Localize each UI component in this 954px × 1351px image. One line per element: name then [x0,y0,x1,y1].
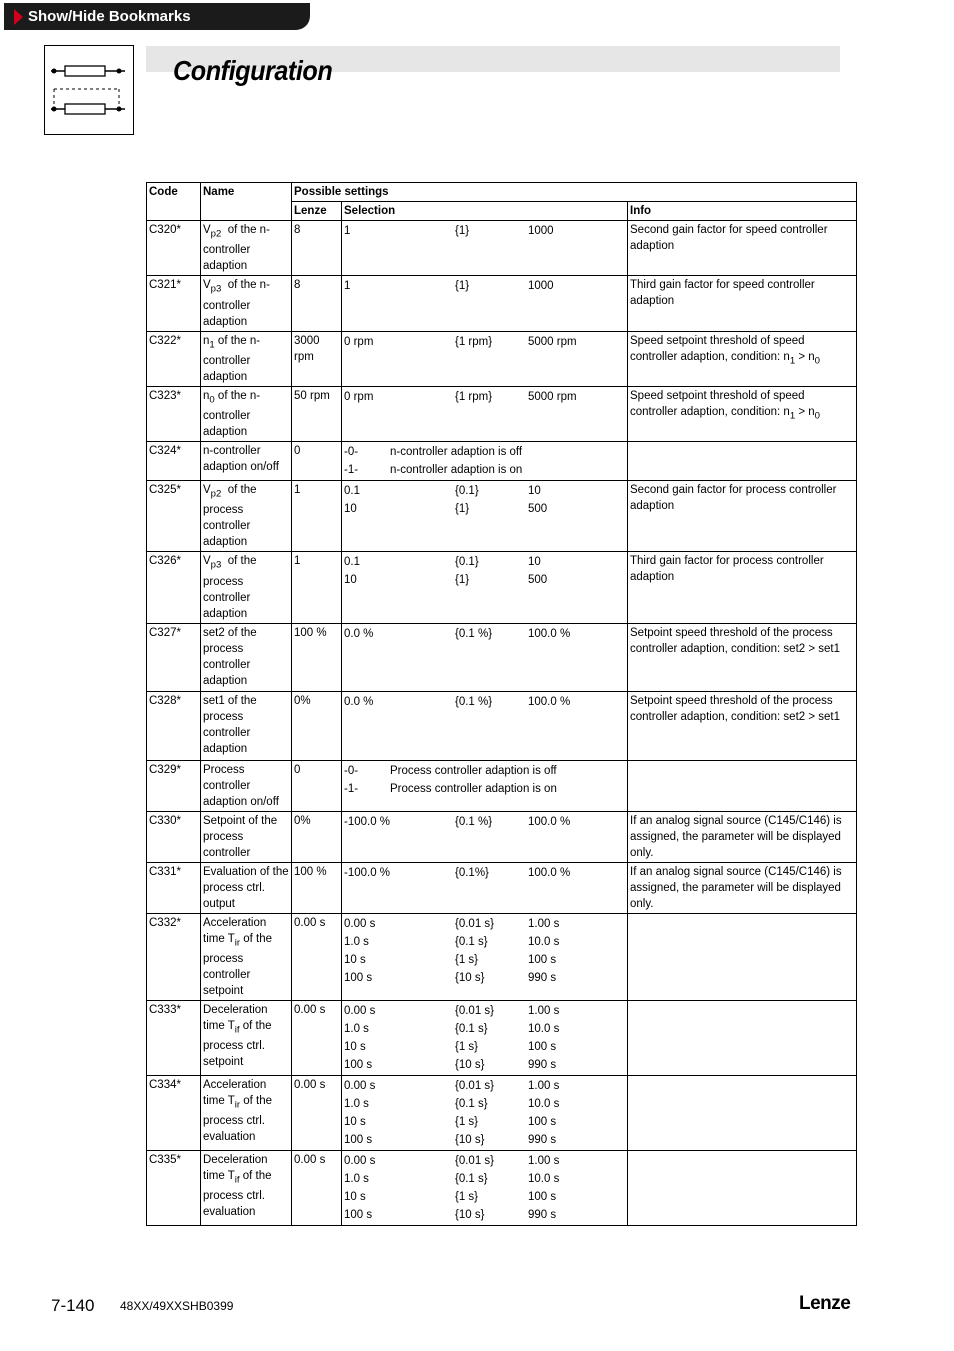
cell-lenze-default: 0 [292,442,342,481]
configuration-icon [44,45,134,135]
table-row [147,552,857,623]
selection-max: 1000 [528,225,554,237]
option-value: -0- [344,764,359,777]
selection-min: -100.0 % [344,815,391,828]
selection-range-line [344,1056,625,1074]
cell-name: $n_0$ of the n-controller adaption [201,386,292,441]
selection-step: {10 s} [455,1209,485,1222]
selection-min: 100 s [344,1059,373,1072]
cell-code: C324* [147,442,201,481]
cell-name: $V_{p2}$ of the n-controller adaption [201,221,292,276]
selection-step: {1 s} [455,1116,479,1129]
selection-step: {1} [455,225,470,237]
option-description: n-controller adaption is off [390,446,523,459]
selection-step: {1} [455,280,470,293]
selection-step: {10 s} [455,1059,485,1072]
selection-max: 990 s [528,1134,557,1147]
selection-min: 10 s [344,953,366,966]
selection-min: 0.00 s [344,1080,376,1093]
option-description: Process controller adaption is off [390,764,557,777]
cell-code: C335* [147,1151,201,1226]
selection-step: {1 rpm} [455,335,493,348]
selection-range-line [344,1020,625,1038]
cell-lenze-default: 1 [292,481,342,552]
selection-max: 100.0 % [528,627,571,640]
cell-name: $V_{p2}$ of the process controller adaption [201,481,292,552]
cell-lenze-default: 3000 rpm [292,331,342,386]
selection-step: {0.1 s} [455,1173,488,1186]
cell-selection [342,481,628,552]
selection-min: 1.0 s [344,935,369,948]
cell-selection [342,442,628,481]
cell-name: Deceleration time $T_{if}$ of the process ctrl. setpoint [201,1001,292,1076]
selection-range-line [344,1188,625,1206]
table-row [147,386,857,441]
selection-range-line [344,693,625,711]
selection-step: {10 s} [455,1134,485,1147]
selection-range-line [344,625,625,643]
selection-range-line [344,482,625,500]
selection-range-line [344,933,625,951]
selection-range-line [344,1038,625,1056]
selection-max: 500 [528,574,548,587]
selection-min: 10 s [344,1116,366,1129]
selection-max: 100 s [528,1191,557,1204]
cell-info: If an analog signal source (C145/C146) is assigned, the parameter will be displayed only. [628,811,857,862]
selection-range-line [344,1095,625,1113]
cell-code: C323* [147,386,201,441]
cell-code: C333* [147,1001,201,1076]
table-row [147,862,857,913]
table-row [147,276,857,331]
cell-code: C332* [147,913,201,1000]
cell-name: Setpoint of the process controller [201,811,292,862]
selection-max: 10 [528,556,541,569]
cell-name: Acceleration time $T_{ir}$ of the process ctrl. evaluation [201,1076,292,1151]
selection-option-line [344,762,625,780]
cell-info [628,1001,857,1076]
selection-step: {0.1 s} [455,1023,488,1036]
cell-name: n-controller adaption on/off [201,442,292,481]
cell-code: C327* [147,623,201,691]
cell-selection [342,811,628,862]
cell-selection [342,386,628,441]
show-hide-bookmarks-button[interactable] [4,3,310,30]
cell-lenze-default: 0% [292,811,342,862]
cell-info: Third gain factor for process controller adaption [628,552,857,623]
cell-info: Setpoint speed threshold of the process controller adaption, condition: set2 > set1 [628,623,857,691]
cell-lenze-default: 0.00 s [292,1151,342,1226]
cell-name: $V_{p3}$ of the process controller adaption [201,552,292,623]
cell-info [628,913,857,1000]
selection-max: 100 s [528,953,557,966]
cell-code: C322* [147,331,201,386]
option-value: -0- [344,446,359,459]
selection-step: {0.01 s} [455,1155,495,1168]
cell-code: C329* [147,760,201,811]
selection-max: 1.00 s [528,1155,560,1168]
table-row [147,1151,857,1226]
selection-min: 1.0 s [344,1173,369,1186]
selection-range-line [344,969,625,987]
cell-info: Second gain factor for speed controller adaption [628,221,857,276]
selection-min: 0.0 % [344,627,374,640]
selection-min: 0 rpm [344,335,374,348]
cell-code: C331* [147,862,201,913]
table-row [147,760,857,811]
selection-min: 0.00 s [344,1005,376,1018]
cell-lenze-default: 0.00 s [292,1001,342,1076]
selection-range-line [344,277,625,295]
table-row [147,1001,857,1076]
selection-range-line [344,1206,625,1224]
selection-range-line [344,553,625,571]
cell-lenze-default: 100 % [292,623,342,691]
selection-range-line [344,1170,625,1188]
selection-range-line [344,388,625,406]
cell-info: If an analog signal source (C145/C146) is assigned, the parameter will be displayed only. [628,862,857,913]
selection-min: 1 [344,225,351,237]
cell-info: Second gain factor for process controller adaption [628,481,857,552]
table-row [147,913,857,1000]
selection-max: 100 s [528,1041,557,1054]
selection-step: {1 s} [455,953,479,966]
header-possible-settings: Possible settings [292,183,857,202]
bookmarks-label: Show/Hide Bookmarks [28,8,191,25]
table-row [147,691,857,760]
table-row [147,442,857,481]
table-header-row [147,183,857,202]
table-row [147,811,857,862]
selection-step: {0.1%} [455,866,489,879]
selection-max: 1.00 s [528,1005,560,1018]
selection-max: 10.0 s [528,1023,560,1036]
cell-info [628,442,857,481]
selection-range-line [344,1113,625,1131]
selection-min: 10 [344,503,357,516]
cell-name: $n_1$ of the n-controller adaption [201,331,292,386]
cell-selection [342,1076,628,1151]
header-info: Info [628,202,857,221]
selection-step: {0.01 s} [455,1005,495,1018]
selection-range-line [344,915,625,933]
cell-code: C325* [147,481,201,552]
cell-selection [342,691,628,760]
selection-range-line [344,222,625,240]
selection-min: 0.00 s [344,1155,376,1168]
selection-step: {0.01 s} [455,1080,495,1093]
selection-range-line [344,1077,625,1095]
cell-selection [342,276,628,331]
selection-step: {1 s} [455,1191,479,1204]
cell-selection [342,1001,628,1076]
selection-step: {0.1 s} [455,1098,488,1111]
selection-range-line [344,1152,625,1170]
selection-option-line [344,780,625,798]
selection-range-line [344,333,625,351]
code-table [146,182,857,1226]
selection-min: 1.0 s [344,1098,369,1111]
option-description: Process controller adaption is on [390,782,557,795]
selection-min: 10 s [344,1191,366,1204]
cell-code: C326* [147,552,201,623]
cell-info [628,760,857,811]
table-row [147,481,857,552]
page-title: Configuration [173,55,333,86]
cell-name: Deceleration time $T_{if}$ of the process ctrl. evaluation [201,1151,292,1226]
selection-min: 0.00 s [344,917,376,930]
header-lenze: Lenze [292,202,342,221]
selection-max: 10.0 s [528,935,560,948]
selection-range-line [344,813,625,831]
cell-lenze-default: 0% [292,691,342,760]
cell-selection [342,1151,628,1226]
selection-max: 1000 [528,280,554,293]
cell-name: Acceleration time $T_{ir}$ of the process controller setpoint [201,913,292,1000]
selection-step: {0.1} [455,556,479,569]
selection-range-line [344,951,625,969]
selection-min: 100 s [344,1209,373,1222]
selection-range-line [344,864,625,882]
selection-option-line [344,443,625,461]
cell-selection [342,862,628,913]
selection-range-line [344,571,625,589]
option-value: -1- [344,782,359,795]
cell-info: Speed setpoint threshold of speed controller adaption, condition: $n_1 > n_0$ [628,331,857,386]
selection-max: 990 s [528,971,557,984]
option-description: n-controller adaption is on [390,464,523,477]
cell-info [628,1151,857,1226]
selection-step: {1 s} [455,1041,479,1054]
selection-min: 0.1 [344,485,360,498]
selection-step: {1} [455,574,470,587]
header-code: Code [147,183,201,221]
selection-min: 1 [344,280,351,293]
selection-max: 100.0 % [528,695,571,708]
selection-min: 0 rpm [344,390,374,403]
selection-max: 1.00 s [528,1080,560,1093]
selection-max: 10.0 s [528,1098,560,1111]
cell-code: C328* [147,691,201,760]
selection-step: {0.1 %} [455,695,493,708]
selection-min: 10 [344,574,357,587]
selection-max: 10.0 s [528,1173,560,1186]
table-row [147,623,857,691]
selection-min: 100 s [344,1134,373,1147]
header-name: Name [201,183,292,221]
selection-range-line [344,1002,625,1020]
selection-step: {0.1 %} [455,627,493,640]
cell-selection [342,331,628,386]
cell-name: Process controller adaption on/off [201,760,292,811]
cell-name: Evaluation of the process ctrl. output [201,862,292,913]
header-selection: Selection [342,202,628,221]
selection-max: 100 s [528,1116,557,1129]
cell-selection [342,760,628,811]
selection-max: 990 s [528,1059,557,1072]
cell-info: Third gain factor for speed controller adaption [628,276,857,331]
table-row [147,331,857,386]
cell-info: Speed setpoint threshold of speed controller adaption, condition: $n_1 > n_0$ [628,386,857,441]
selection-min: 1.0 s [344,1023,369,1036]
cell-selection [342,552,628,623]
cell-code: C320* [147,221,201,276]
cell-code: C321* [147,276,201,331]
selection-max: 1.00 s [528,917,560,930]
selection-min: 100 s [344,971,373,984]
lenze-logo: Lenze [799,1293,851,1314]
cell-info [628,1076,857,1151]
selection-option-line [344,461,625,479]
cell-name: set2 of the process controller adaption [201,623,292,691]
selection-min: -100.0 % [344,866,391,879]
cell-lenze-default: 0.00 s [292,913,342,1000]
selection-min: 0.1 [344,556,360,569]
selection-step: {10 s} [455,971,485,984]
cell-selection [342,913,628,1000]
cell-selection [342,623,628,691]
cell-lenze-default: 50 rpm [292,386,342,441]
selection-max: 500 [528,503,548,516]
selection-step: {0.1 %} [455,815,493,828]
bookmark-arrow-icon [14,9,23,25]
cell-lenze-default: 100 % [292,862,342,913]
selection-range-line [344,500,625,518]
table-row [147,1076,857,1151]
cell-name: set1 of the process controller adaption [201,691,292,760]
selection-range-line [344,1131,625,1149]
selection-max: 5000 rpm [528,390,577,403]
selection-max: 100.0 % [528,815,571,828]
cell-lenze-default: 8 [292,221,342,276]
selection-min: 0.0 % [344,695,374,708]
selection-step: {0.1 s} [455,935,488,948]
selection-step: {1} [455,503,470,516]
cell-lenze-default: 0 [292,760,342,811]
selection-step: {0.1} [455,485,479,498]
table-row [147,221,857,276]
selection-max: 100.0 % [528,866,571,879]
selection-max: 5000 rpm [528,335,577,348]
cell-lenze-default: 8 [292,276,342,331]
selection-min: 10 s [344,1041,366,1054]
selection-max: 10 [528,485,541,498]
selection-step: {0.01 s} [455,917,495,930]
selection-max: 990 s [528,1209,557,1222]
page-number: 7-140 [51,1296,95,1315]
cell-info: Setpoint speed threshold of the process controller adaption, condition: set2 > set1 [628,691,857,760]
selection-step: {1 rpm} [455,390,493,403]
cell-lenze-default: 1 [292,552,342,623]
document-id: 48XX/49XXSHB0399 [120,1299,234,1313]
option-value: -1- [344,464,359,477]
cell-lenze-default: 0.00 s [292,1076,342,1151]
cell-code: C330* [147,811,201,862]
cell-code: C334* [147,1076,201,1151]
cell-name: $V_{p3}$ of the n-controller adaption [201,276,292,331]
cell-selection [342,221,628,276]
